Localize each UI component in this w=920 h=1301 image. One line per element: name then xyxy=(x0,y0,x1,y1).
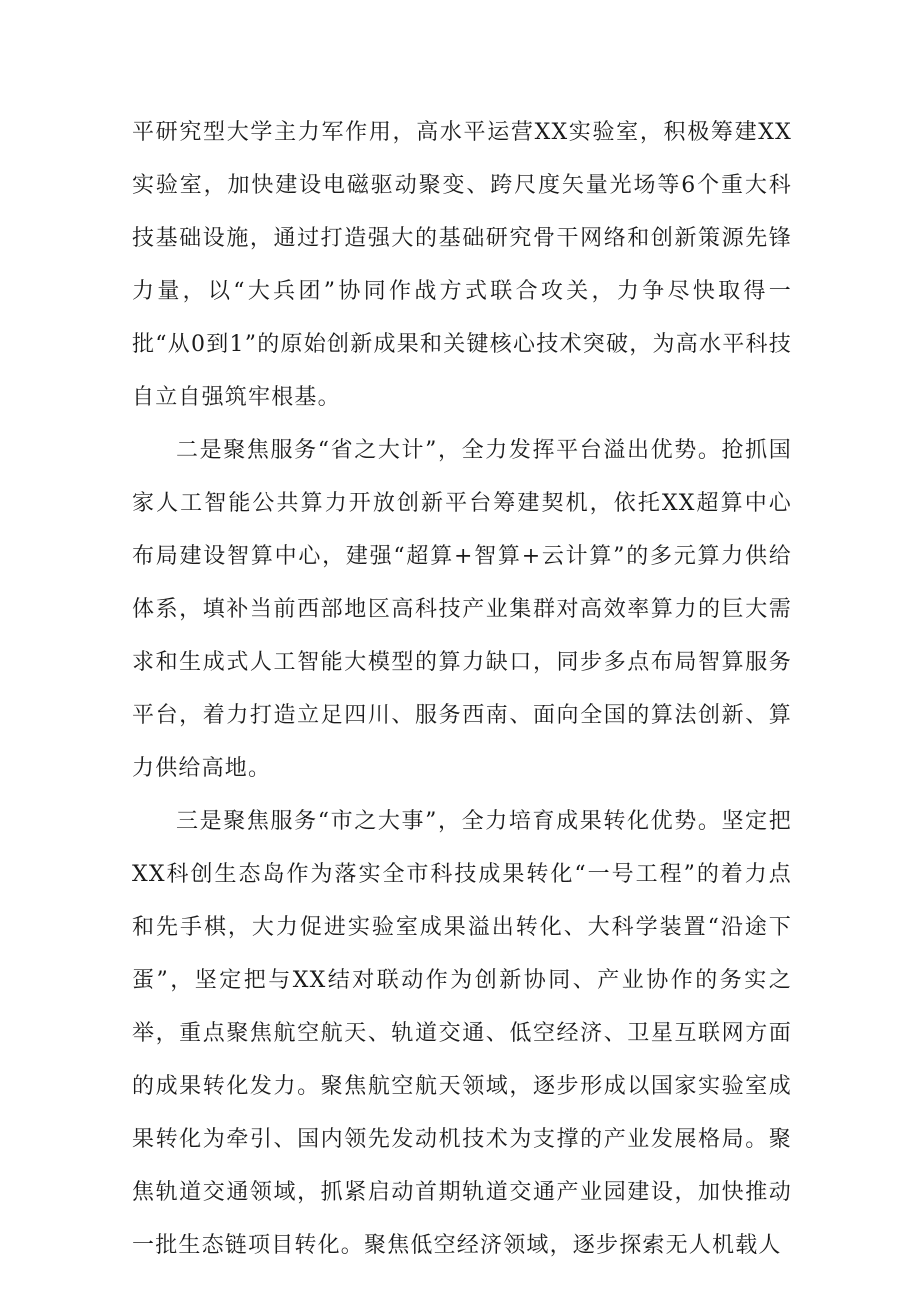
paragraph-continuation: 平研究型大学主力军作用，高水平运营XX实验室，积极筹建XX实验室，加快建设电磁驱动聚变、跨尺度矢量光场等6个重大科技基础设施，通过打造强大的基础研究骨干网络和创新策源先锋力量，以“大兵团”协同作战方式联合攻关，力争尽快取得一批“从0到1”的原始创新成果和关键核心技术突破，为高水平科技自立自强筑牢根基。 xyxy=(132,120,792,410)
document-body xyxy=(132,106,792,1272)
paragraph-point-two: 二是聚焦服务“省之大计”，全力发挥平台溢出优势。抢抓国家人工智能公共算力开放创新平台筹建契机，依托XX超算中心布局建设智算中心，建强“超算+智算+云计算”的多元算力供给体系，填补当前西部地区高科技产业集群对高效率算力的巨大需求和生成式人工智能大模型的算力缺口，同步多点布局智算服务平台，着力打造立足四川、服务西南、面向全国的算法创新、算力供给高地。 xyxy=(132,438,792,781)
paragraph-point-three: 三是聚焦服务“市之大事”，全力培育成果转化优势。坚定把XX科创生态岛作为落实全市科技成果转化“一号工程”的着力点和先手棋，大力促进实验室成果溢出转化、大科学装置“沿途下蛋”，坚定把与XX结对联动作为创新协同、产业协作的务实之举，重点聚焦航空航天、轨道交通、低空经济、卫星互联网方面的成果转化发力。聚焦航空航天领域，逐步形成以国家实验室成果转化为牵引、国内领先发动机技术为支撑的产业发展格局。聚焦轨道交通领域，抓紧启动首期轨道交通产业园建设，加快推动一批生态链项目转化。聚焦低空经济领域，逐步探索无人机载人 xyxy=(132,809,792,1258)
